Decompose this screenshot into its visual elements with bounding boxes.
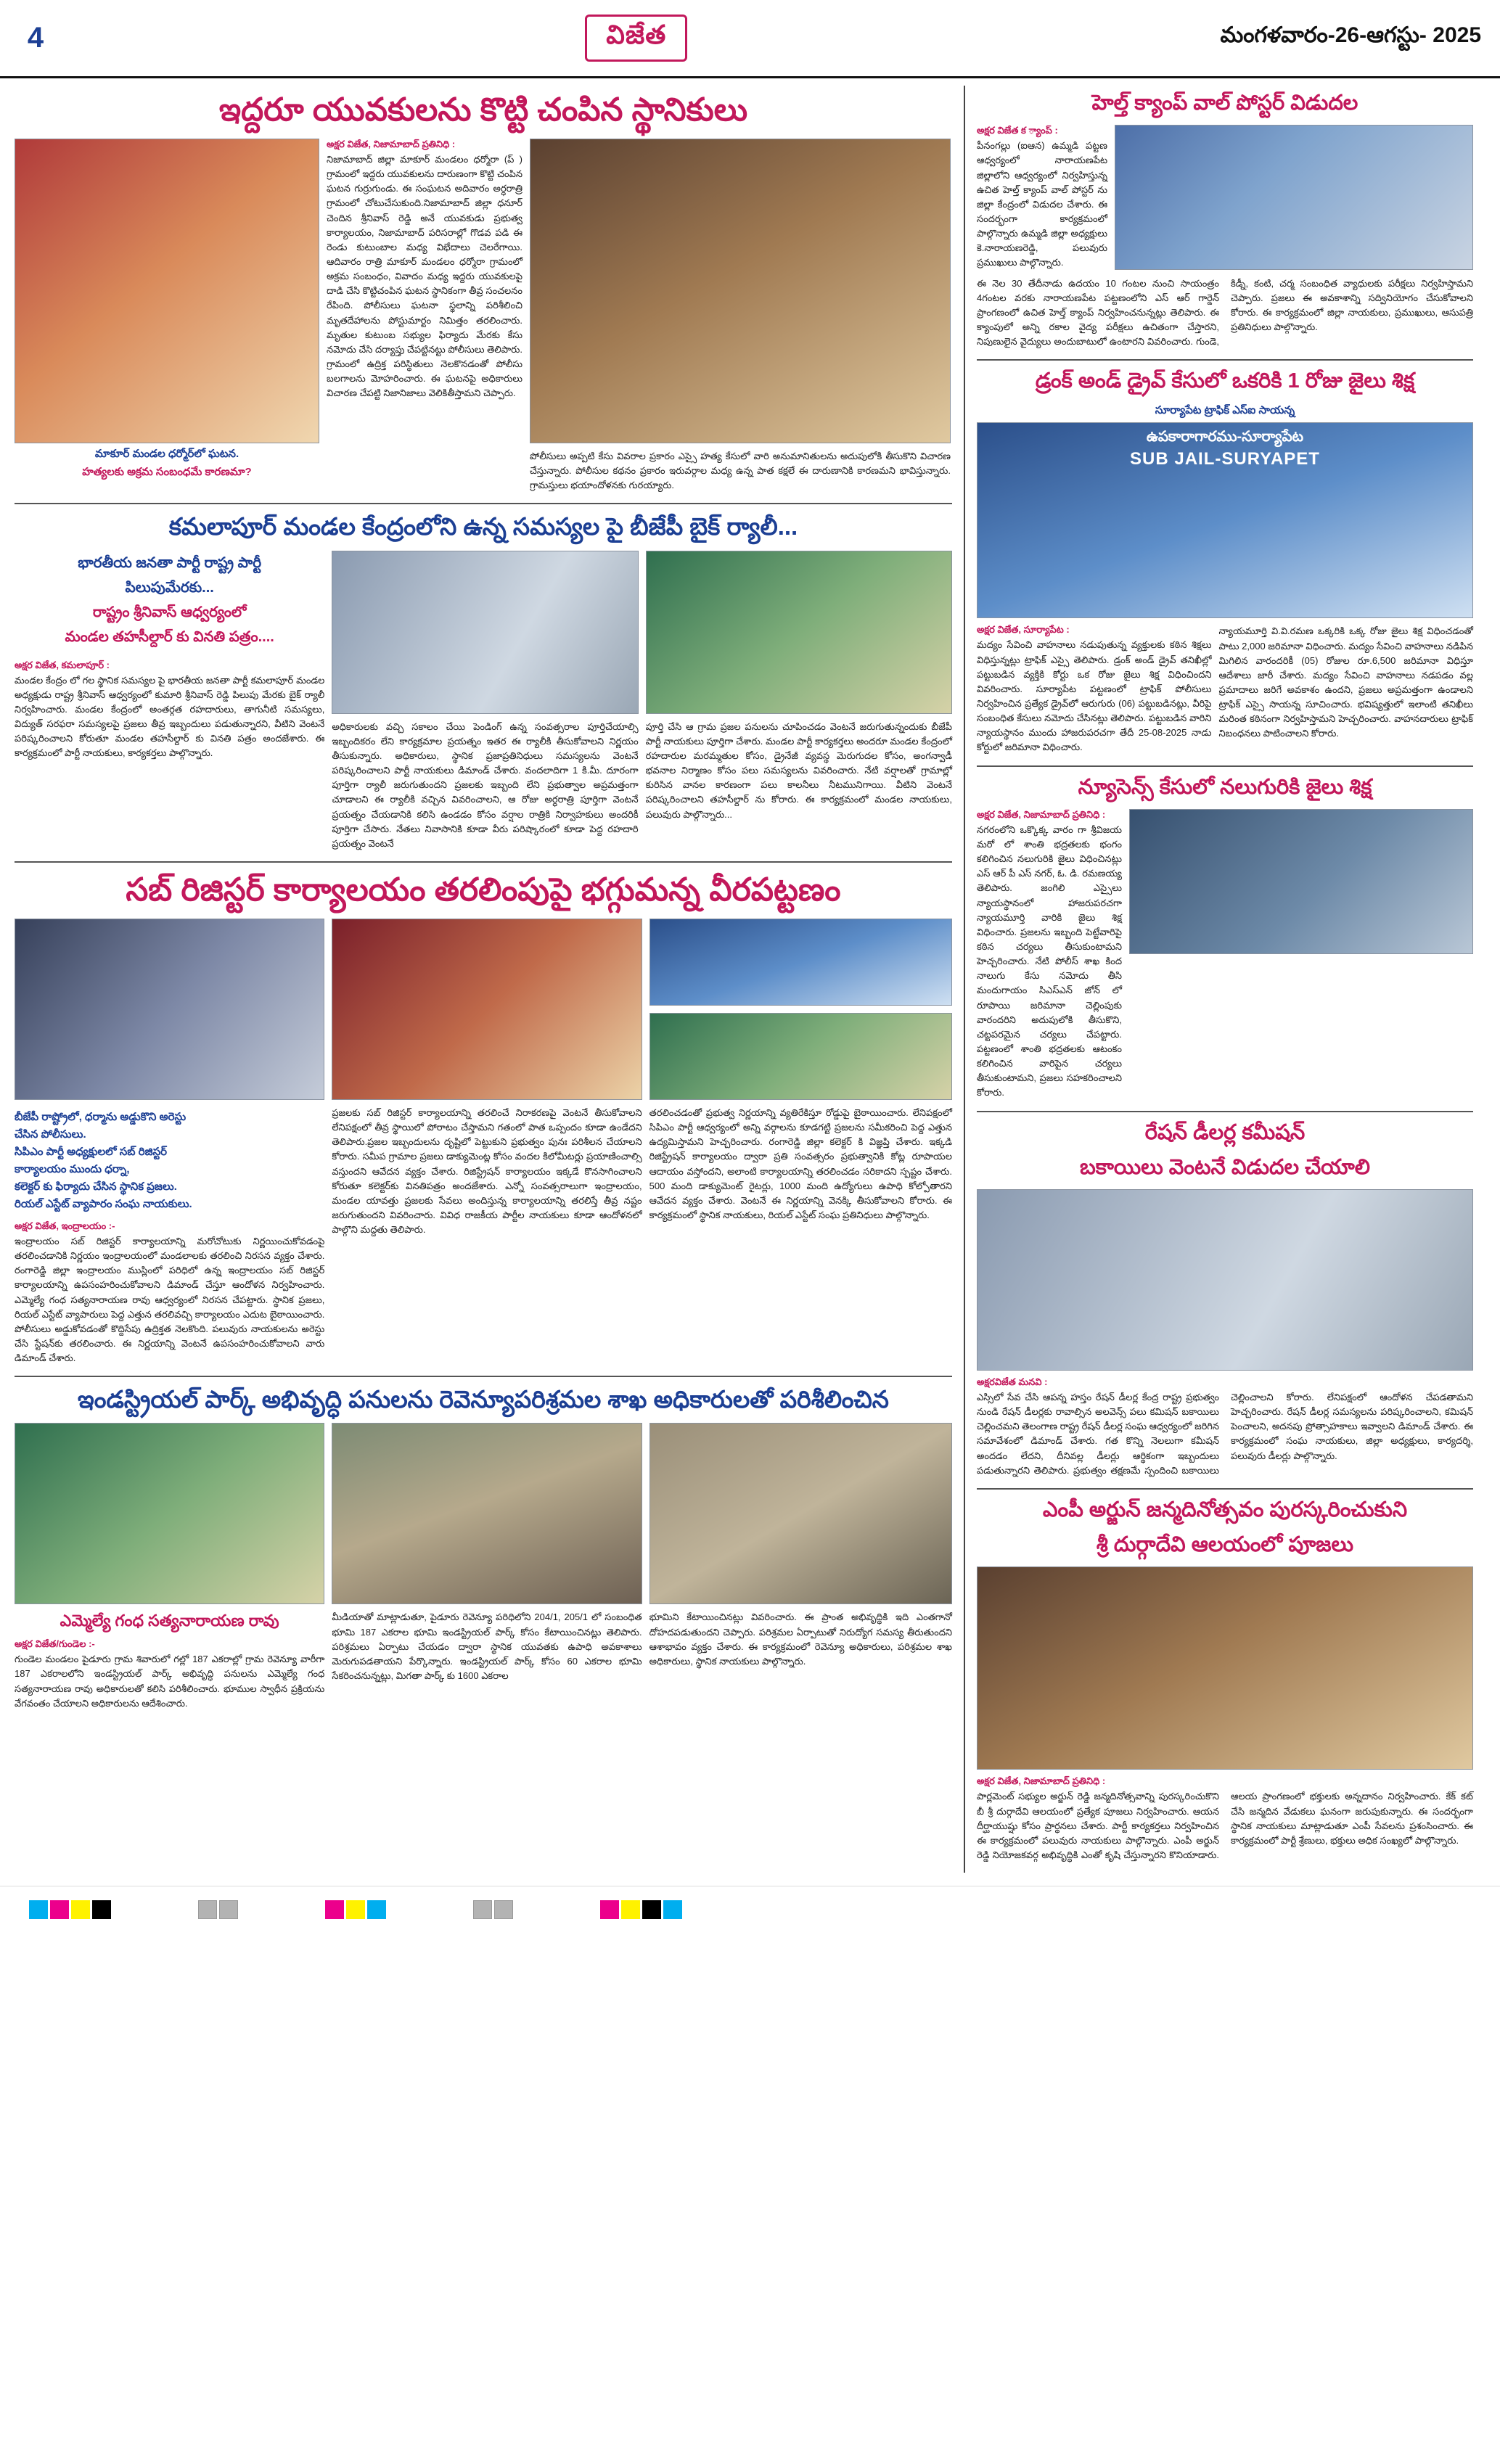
divider-2 xyxy=(15,861,952,863)
registration-mark-4 xyxy=(494,1900,513,1919)
r-divider-4 xyxy=(977,1488,1473,1490)
story-subregistrar-captions xyxy=(15,1109,324,1213)
r-divider-1 xyxy=(977,359,1473,361)
swatch-magenta xyxy=(50,1900,69,1919)
story-nuisance-photo xyxy=(1129,809,1473,954)
story-drunk-drive xyxy=(977,368,1473,755)
story-health-camp-photo xyxy=(1115,125,1473,270)
story-nuisance-byline: అక్షర విజేత, నిజామాబాద్ ప్రతినిధి : xyxy=(977,808,1106,820)
story-bjp-photo-2 xyxy=(646,551,952,714)
story-murder-caption-1: మాకూర్ మండల ధర్మోర్‌లో ఘటన. xyxy=(94,448,239,460)
story-bjp-photo-1 xyxy=(332,551,638,714)
story-bjp-intro-4: మండల తహసీల్దార్ కు వినతి పత్రం.... xyxy=(65,628,274,645)
story-subregistrar-text-3: తరలించడంతో ప్రభుత్వ నిర్ణయాన్ని వ్యతిరేకిస్తూ రోడ్డుపై బైఠాయించారు. లేనిపక్షంలో సిపిఎం పార్టీ ఆధ్వర్యంలో అన్ని వర్గాలను కూడగట్టి ప్రజలను సమీకరించి పెద్ద ఎత్తున ఉద్యమిస్తామని హెచ్చరించారు. రంగారెడ్డి జిల్లా కలెక్టర్ కి విజ్ఞప్తి చేశారు. ఇక్కడి రిజిస్ట్రేషన్ కార్యాలయం ద్వారా ప్రతి సంవత్సరం ప్రభుత్వానికి కోట్ల రూపాయల ఆదాయం వస్తోందని, అలాంటి కార్యాలయాన్ని తరలించడం సరికాదని స్పష్టం చేశారు. 500 మంది డాక్యుమెంట్ రైటర్లు, 1000 మంది ఉద్యోగులు ఉపాధి కోల్పోతారని ఆవేదన వ్యక్తం చేశారు. వెంటనే ఈ నిర్ణయాన్ని వెనక్కి తీసుకోవాలని కోరారు. ఈ కార్యక్రమంలో స్థానిక నాయకులు, రియల్ ఎస్టేట్ సంఘ ప్రతినిధులు పాల్గొన్నారు. xyxy=(649,1106,952,1220)
story-mp-byline: అక్షర విజేత, నిజామాబాద్ ప్రతినిధి : xyxy=(977,1775,1106,1787)
story-subregistrar-photo-1 xyxy=(15,919,324,1100)
story-subregistrar-byline: అక్షర విజేత, ఇంద్రాలయం :- xyxy=(15,1220,115,1231)
registration-mark-2 xyxy=(219,1900,238,1919)
story-bjp-text-2: అధికారులకు వచ్చి సకాలం చేయి పెండింగ్ ఉన్న సంవత్సరాల పూర్తిచేయాల్సి ఇబ్బందికరం లేని కార్యక్రమాల ప్రయత్నం ఇతర ఈ ర్యాలీకి తీసుకోవాలని నిర్ణయం తీసుకున్నారు. అధికారులు, స్థానిక ప్రజాప్రతినిధులు సమస్యలను వెంటనే పరిష్కరించాలని పార్టీ నాయకులు డిమాండ్ చేశారు. వందలాదిగా 1 కి.మీ. దూరంగా పూర్తిగా ర్యాలీ జరుగుతుందని ప్రజలకు ఇబ్బంది లేని ప్రభుత్వాల అప్రమత్తంగా చూడాలని ఈ ర్యాలీకి వచ్చిన వివరించాలని, ఆ రోజు అర్ధరాత్రి పూర్తిగా వెంటనే ప్రయత్నం చేయడానికి కలిసి ఉండడం కోసం వర్షాల రాత్రికి నిర్వాహకులు అందరికీ పూర్తిగా చేసారు. నేతలు నివాసానికి కూడా వీరు పరిష్కారంలో కూడా పెద్ద రహదారి ప్రయత్నం వెంటనే xyxy=(332,720,639,849)
story-subregistrar-photo-2 xyxy=(332,919,642,1100)
story-health-camp-text-bottom: ఈ నెల 30 తేదీనాడు ఉదయం 10 గంటల నుంచి సాయంత్రం 4గంటల వరకు నారాయణపేట పట్టణంలోని ఎస్ ఆర్ గార్డెన్ ప్రాంగణంలో ఉచిత హెల్త్ క్యాంప్ నిర్వహించనున్నట్లు తెలిపారు. ఈ క్యాంపులో అన్ని రకాల వైద్య పరీక్షలు ఉచితంగా చేస్తారని, నిపుణులైన వైద్యులు అందుబాటులో ఉంటారని వివరించారు. గుండె, కిడ్నీ, కంటి, చర్మ సంబంధిత వ్యాధులకు పరీక్షలు నిర్వహిస్తామని చెప్పారు. ప్రజలు ఈ అవకాశాన్ని సద్వినియోగం చేసుకోవాలని కోరారు. ఈ కార్యక్రమంలో జిల్లా నాయకులు, ప్రముఖులు, ఆసుపత్రి ప్రతినిధులు పాల్గొన్నారు. xyxy=(977,277,1473,348)
story-murder-text-2: పోలీసులు అప్పటి కేసు వివరాల ప్రకారం ఎస్సై హత్య కేసులో వారి అనుమానితులను అదుపులోకి తీసుకొని విచారణ చేస్తున్నారు. పోలీసుల కథనం ప్రకారం ఇరువర్గాల మధ్య ఉన్న పాత కక్షలే ఈ దారుణానికి కారణమని భావిస్తున్నారు. గ్రామస్తులు భయాందోళనకు గురయ్యారు. xyxy=(530,451,951,491)
story-industrial-text-2: మీడియాతో మాట్లాడుతూ, పైడూరు రెవెన్యూ పరిధిలోని 204/1, 205/1 లో సంబంధిత భూమి 187 ఎకరాల భూమి ఇండస్ట్రియల్ పార్క్ కోసం కేటాయించినట్లు తెలిపారు. పరిశ్రమలు ఏర్పాటు చేయడం ద్వారా స్థానిక యువతకు ఉపాధి అవకాశాలు మెరుగుపడతాయని పేర్కొన్నారు. ఇండస్ట్రియల్ పార్క్ కోసం 60 ఎకరాల భూమి సేకరించనున్నట్లు, మిగతా పార్క్ కు 1600 ఎకరాల xyxy=(332,1611,642,1682)
swatch-yellow-2 xyxy=(346,1900,365,1919)
caption-line-4: కార్యాలయం ముందు ధర్నా, xyxy=(15,1162,130,1175)
subjail-sign-te: ఉపకారాగారము-సూర్యాపేట xyxy=(1146,429,1304,445)
story-ration-photo xyxy=(977,1189,1473,1371)
divider-1 xyxy=(15,503,952,504)
story-mp-photo xyxy=(977,1566,1473,1770)
story-subregistrar xyxy=(15,870,952,1366)
story-ration-dealers xyxy=(977,1120,1473,1478)
story-industrial-text-1: గుండెల మండలం పైడూరు గ్రామ శివారులో గల్లో 187 ఎకరాల్లో గ్రామ రెవెన్యూ వారీగా 187 ఎకరాలలోని ఇండస్ట్రియల్ పార్క్ అభివృద్ధి పనులను ఎమ్మెల్యే గంధ సత్యనారాయణ రావు అధికారులతో కలిసి పరిశీలించారు. భూముల స్వాధీన ప్రక్రియను వేగవంతం చేయాలని అధికారులను ఆదేశించారు. xyxy=(15,1654,325,1709)
publication-logo: విజేత xyxy=(585,15,687,62)
swatch-yellow-3 xyxy=(621,1900,640,1919)
print-registration-bars xyxy=(0,1886,1500,1932)
story-bjp-intro-3: రాష్ట్రం శ్రీనివాస్ ఆధ్వర్యంలో xyxy=(92,604,247,620)
story-health-camp-byline: అక్షర విజేత క ్యాంప్ : xyxy=(977,125,1058,136)
story-mp-headline-1: ఎంపీ అర్జున్ జన్మదినోత్సవం పురస్కరించుకుని xyxy=(1042,1498,1408,1521)
left-column xyxy=(15,86,965,1873)
story-drunk-drive-text-1: మద్యం సేవించి వాహనాలు నడుపుతున్న వ్యక్తులకు కఠిన శిక్షలు విధిస్తున్నట్లు ట్రాఫిక్ ఎస్సై తెలిపారు. డ్రంక్ అండ్ డ్రైవ్ తనిఖీల్లో పట్టుబడిన వ్యక్తికి కోర్టు ఒక రోజు జైలు శిక్ష విధించిందని వివరించారు. సూర్యాపేట పట్టణంలో ట్రాఫిక్ పోలీసులు నిర్వహించిన ప్రత్యేక డ్రైవ్‌లో ఆరుగురు (06) పట్టుబడినట్లు, వీరిపై సంబంధిత కేసులు నమోదు చేసినట్లు తెలిపారు. పట్టుబడిన వారిని న్యాయస్థానం ముందు హాజరుపరచగా తేదీ 25-08-2025 నాడు కోర్టులో జరిమానా విధించారు. xyxy=(977,639,1212,753)
caption-line-1: బీజేపీ రాష్ట్రోలో, ధర్మాను అడ్డుకొని అరెస్టు xyxy=(15,1110,187,1123)
swatch-group-mid xyxy=(325,1900,386,1919)
story-industrial-photo-label: ఎమ్మెల్యే గంధ సత్యనారాయణ రావు xyxy=(60,1611,279,1630)
swatch-group-left xyxy=(29,1900,111,1919)
swatch-group-gray-1 xyxy=(198,1900,238,1919)
story-bjp-rally-headline: కమలాపూర్ మండల కేంద్రంలోని ఉన్న సమస్యల పై బీజేపీ బైక్ ర్యాలీ... xyxy=(168,513,798,541)
story-ration-headline-2: బకాయిలు వెంటనే విడుదల చేయాలి xyxy=(1079,1155,1371,1179)
swatch-black xyxy=(92,1900,111,1919)
swatch-black-2 xyxy=(642,1900,661,1919)
divider-3 xyxy=(15,1376,952,1377)
swatch-group-right xyxy=(600,1900,682,1919)
story-mp-birthday xyxy=(977,1497,1473,1863)
masthead-date: మంగళవారం-26-ఆగస్టు- 2025 xyxy=(1220,23,1481,47)
caption-line-2: చేసిన పోలీసులు. xyxy=(15,1128,86,1141)
registration-mark-3 xyxy=(473,1900,492,1919)
story-subregistrar-text-1: ఇంద్రాలయం సబ్ రిజిస్టర్ కార్యాలయాన్ని మరోచోటుకు నిర్ణయించుకోవడంపై తరలించడానికి నిర్ణయం ఇంద్రాలయంలో మండలాలకు తరలించి నిరసన వ్యక్తం చేశారు. రంగారెడ్డి జిల్లా ఇంద్రాలయం ముస్లింలో పరిధిలో ఉన్న ఇంద్రాలయం సబ్ రిజిస్టర్ కార్యాలయాన్ని ఉపసంహరించుకోవాలని డిమాండ్ చేస్తూ ఆందోళన నిర్వహించారు. ఎమ్మెల్యే గంధ సత్యనారాయణ రావు ఆధ్వర్యంలో నిరసన చేపట్టారు. స్థానిక ప్రజలు, రియల్ ఎస్టేట్ వ్యాపారులు పెద్ద ఎత్తున తరలివచ్చి కార్యాలయం ఎదుట బైఠాయించారు. పోలీసులు అడ్డుకోవడంతో కొద్దిసేపు ఉద్రిక్తత నెలకొంది. పలువురు నాయకులను అరెస్టు చేసి స్టేషన్‌కు తరలించారు. ఈ నిర్ణయాన్ని వెంటనే ఉపసంహరించుకోవాలని వారు డిమాండ్ చేశారు. xyxy=(15,1235,325,1364)
story-subregistrar-headline: సబ్ రిజిస్టర్ కార్యాలయం తరలింపుపై భగ్గుమన్న వీరపట్టణం xyxy=(126,871,841,908)
r-divider-3 xyxy=(977,1111,1473,1112)
swatch-cyan-2 xyxy=(367,1900,386,1919)
masthead xyxy=(0,0,1500,78)
registration-mark-1 xyxy=(198,1900,217,1919)
story-bjp-intro-1: భారతీయ జనతా పార్టీ రాష్ట్ర పార్టీ xyxy=(78,554,262,571)
story-mp-text: పార్లమెంట్ సభ్యుల అర్జున్ రెడ్డి జన్మదినోత్సవాన్ని పురస్కరించుకొని బీ శ్రీ దుర్గాదేవి ఆలయంలో ప్రత్యేక పూజలు నిర్వహించారు. ఆయన దీర్ఘాయుష్షు కోసం ప్రార్థనలు చేశారు. పార్టీ కార్యకర్తలు నిర్వహించిన ఈ కార్యక్రమంలో పలువురు నాయకులు పాల్గొన్నారు. ఎంపీ అర్జున్ రెడ్డి నియోజకవర్గ అభివృద్ధికి ఎంతో కృషి చేస్తున్నారని కొనియాడారు. ఆలయ ప్రాంగణంలో భక్తులకు అన్నదానం నిర్వహించారు. కేక్ కట్ చేసి జన్మదిన వేడుకలు ఘనంగా జరుపుకున్నారు. ఈ సందర్భంగా స్థానిక నాయకులు మాట్లాడుతూ ఎంపీ సేవలను ప్రశంసించారు. ఈ కార్యక్రమంలో పార్టీ శ్రేణులు, భక్తులు అధిక సంఖ్యలో పాల్గొన్నారు. xyxy=(977,1791,1473,1860)
story-bjp-text-1: మండల కేంద్రం లో గల స్థానిక సమస్యల పై భారతీయ జనతా పార్టీ కమలాపూర్ మండల అధ్యక్షుడు రాష్ట్ర శ్రీనివాస్ ఆధ్వర్యంలో కుమారి శ్రీనివాస్ రెడ్డి పిలుపు మేరకు బైక్ ర్యాలీ నిర్వహించారు. మండల కేంద్రంలో అంతర్గత రహదారులు, తాగునీటి సమస్యలు, విద్యుత్ సరఫరా సమస్యలపై ప్రజలు తీవ్ర ఇబ్బందులు పడుతున్నారని, వీటిని వెంటనే పరిష్కరించాలని కోరుతూ మండల తహసీల్దార్ కు వినతి పత్రం అందజేశారు. ఈ కార్యక్రమంలో పార్టీ నాయకులు, కార్యకర్తలు పాల్గొన్నారు. xyxy=(15,674,325,759)
story-bjp-intro-2: పిలుపుమేరకు... xyxy=(125,579,214,596)
story-murder-byline: అక్షర విజేత, నిజామాబాద్ ప్రతినిధి : xyxy=(327,139,456,149)
story-health-camp-headline: హెల్త్ క్యాంప్ వాల్ పోస్టర్ విడుదల xyxy=(1091,91,1358,115)
story-mp-headline-2: శ్రీ దుర్గాదేవి ఆలయంలో పూజలు xyxy=(1096,1533,1354,1557)
swatch-cyan-3 xyxy=(663,1900,682,1919)
story-industrial-park-headline: ఇండస్ట్రియల్ పార్క్ అభివృద్ధి పనులను రెవెన్యూపరిశ్రమల శాఖ అధికారులతో పరిశీలించిన xyxy=(78,1386,889,1413)
caption-line-6: రియల్ ఎస్టేట్ వ్యాపారం సంఘ నాయకులు. xyxy=(15,1197,192,1210)
swatch-magenta-3 xyxy=(600,1900,619,1919)
story-bjp-text-3: పూర్తి చేసి ఆ గ్రామ ప్రజల పనులను చూపించడం వెంటనే జరుగుతున్నందుకు బీజేపీ పార్టీ నాయకులు పూర్తిగా చేశారు. మండల పార్టీ కార్యకర్తలు అందరూ మండల కేంద్రంలో రహదారుల మరమ్మతుల కోసం, డ్రైనేజీ వ్యవస్థ మెరుగుదల కోసం, అంగన్వాడీ భవనాల నిర్మాణం కోసం పలు సమస్యలను వివరించారు. నేటి వర్షాలతో గ్రామాల్లో కురిసిన వానల కారణంగా పలు కాలనీలు నీటమునిగాయి. వీటిని వెంటనే పరిష్కరించాలని తహసీల్దార్ ను కోరారు. ఈ కార్యక్రమంలో మండల నాయకులు, పలువురు పాల్గొన్నారు... xyxy=(645,720,952,820)
story-murder-text: నిజామాబాద్ జిల్లా మాకూర్ మండలం ధర్మోరా (ప్ ) గ్రామంలో ఇద్దరు యువకులను దారుణంగా కొట్టి చంపిన ఘటన గుర్రుగుండు. ఈ సంఘటన అదివారం అర్ధరాత్రి గ్రామంలో చోటుచేసుకుంది.నిజామాబాద్ జిల్లా ధనూర్ చెందిన శ్రీనివాస్ రెడ్డి అనే యువకుడు ప్రభుత్వ కార్యాలయం, నిజామాబాద్ పరిసరాల్లో గొడవ పడి ఈ రెండు కుటుంబాల మధ్య విభేదాలు చెలరేగాయి. ఆదివారం రాత్రి మాకూర్ మండలం ధర్మోరా గ్రామంలో అక్రమ సంబంధం, వివాదం మధ్య ఇద్దరు యువకులపై దాడి చేసి కొట్టిచంపిన ఘటన స్థానికంగా తీవ్ర సంచలనం రేపింది. పోలీసులు ఘటనా స్థలాన్ని పరిశీలించి మృతదేహాలను పోస్టుమార్టం నిమిత్తం తరలించారు. మృతుల కుటుంబ సభ్యుల ఫిర్యాదు మేరకు కేసు నమోదు చేసి దర్యాప్తు చేపట్టినట్టు పోలీసులు తెలిపారు. గ్రామంలో ఉద్రిక్త పరిస్థితులు నెలకొనడంతో పోలీసు బలగాలను మోహరించారు. ఈ ఘటనపై అధికారులు విచారణ చేపట్టి నిజానిజాలు వెలికితీస్తామని చెప్పారు. xyxy=(327,154,522,399)
page-number: 4 xyxy=(27,22,44,54)
story-industrial-text-3: భూమిని కేటాయించినట్లు వివరించారు. ఈ ప్రాంత అభివృద్ధికి ఇది ఎంతగానో దోహదపడుతుందని చెప్పారు. పరిశ్రమల ఏర్పాటుతో నిరుద్యోగ సమస్య తీరుతుందని ఆశాభావం వ్యక్తం చేశారు. ఈ కార్యక్రమంలో రెవెన్యూ అధికారులు, పరిశ్రమల శాఖ అధికారులు, స్థానిక నాయకులు పాల్గొన్నారు. xyxy=(649,1611,952,1667)
story-drunk-drive-subhead: సూర్యాపేట ట్రాఫిక్ ఎస్ఐ సాయన్న xyxy=(1155,404,1295,417)
swatch-group-gray-2 xyxy=(473,1900,513,1919)
story-subregistrar-photo-3 xyxy=(649,919,952,1006)
story-ration-text: ఎస్సిలో సేవ చేసి ఆపన్న హస్తం రేషన్ డీలర్ల కేంద్ర రాష్ట్ర ప్రభుత్వం నుండి రేషన్ డీలర్లకు రావాల్సిన అలవెన్స్ పలు కమిషన్ బకాయిలు చెల్లించమని తెలంగాణ రాష్ట్ర రేషన్ డీలర్ల సంఘ ఆధ్వర్యంలో జరిగిన సమావేశంలో డిమాండ్ చేశారు. గత కొన్ని నెలలుగా కమీషన్ అందడం లేదని, దీనివల్ల డీలర్లు ఆర్థికంగా ఇబ్బందులు పడుతున్నారని తెలిపారు. ప్రభుత్వం తక్షణమే స్పందించి బకాయిలు చెల్లించాలని కోరారు. లేనిపక్షంలో ఆందోళన చేపడతామని హెచ్చరించారు. రేషన్ డీలర్ల సమస్యలను పరిష్కరించాలని, కమిషన్ పెంచాలని, అదనపు ప్రోత్సాహకాలు ఇవ్వాలని డిమాండ్ చేశారు. ఈ కార్యక్రమంలో సంఘ నాయకులు, జిల్లా అధ్యక్షులు, కార్యదర్శి, పలువురు డీలర్లు పాల్గొన్నారు. xyxy=(977,1392,1473,1476)
story-nuisance-text: నగరంలోని ఒక్కొక్క వారం గా శ్రీవిజయ మరో లో శాంతి భద్రతలకు భంగం కలిగించిన నలుగురికి జైలు విధించినట్లు ఎస్ ఆర్ పీ ఎస్ నగర్, ఓ. డి. రమణయ్య తెలిపారు. జంగిలి ఎస్సైలు న్యాయస్థానంలో హాజరుపరచగా న్యాయమూర్తి వారికి జైలు శిక్ష విధించారు. ప్రజలను ఇబ్బంది పెట్టేవారిపై కఠిన చర్యలు తీసుకుంటామని హెచ్చరించారు. నేటి పోలీస్ శాఖ కింద నాలుగు కేసు నమోదు తీసి మందుగాయం సిఎస్ఎన్ జోన్ లో రూపాయి జరిమానా చెల్లింపుకు వారందరిని అదుపులోకి తీసుకొని, చట్టపరమైన చర్యలు చేపట్టారు. పట్టణంలో శాంతి భద్రతలకు ఆటంకం కలిగించిన వారిపైన చర్యలు తీసుకుంటామని, ప్రజలు సహకరించాలని కోరారు. xyxy=(977,824,1122,1098)
story-industrial-photo-2 xyxy=(332,1423,642,1604)
story-murder xyxy=(15,90,952,493)
story-drunk-drive-headline: డ్రంక్ అండ్ డ్రైవ్ కేసులో ఒకరికి 1 రోజు జైలు శిక్ష xyxy=(1035,369,1415,393)
story-health-camp-text-top: పీనంగల్లు (ఐఆన) ఉమ్మడి పట్టణ ఆధ్వర్యంలో నారాయణపేట జిల్లాలోని ఆధ్వర్యంలో నిర్వహిస్తున్న ఉచిత హెల్త్ క్యాంప్ వాల్ పోస్టర్ ను జిల్లా కేంద్రంలో విడుదల చేశారు. ఈ సందర్భంగా కార్యక్రమంలో పాల్గొన్నారు ఉమ్మడి జిల్లా అధ్యక్షులు కె.నారాయణరెడ్డి, పలువురు ప్రముఖులు పాల్గొన్నారు. xyxy=(977,140,1107,268)
swatch-cyan xyxy=(29,1900,48,1919)
story-industrial-photo-1 xyxy=(15,1423,324,1604)
story-drunk-drive-text-2: న్యాయమూర్తి వి.వి.రమణ ఒక్కరికి ఒక్క రోజు జైలు శిక్ష విధించడంతో పాటు 2,000 జరిమానా విధించారు. మద్యం సేవించి వాహనాలు నడిపిన మిగిలిన వారందరికీ (05) రోజుల రూ.6,500 జరిమానా విధిస్తూ ఆదేశాలు జారీ చేశారు. మద్యం సేవించి వాహనాలు నడపడం వల్ల ప్రమాదాలు జరిగే అవకాశం ఉందని, ప్రజలు అప్రమత్తంగా ఉండాలని ట్రాఫిక్ ఎస్సై సాయన్న సూచించారు. భవిష్యత్తులో ఇలాంటి తనిఖీలు మరింత కఠినంగా నిర్వహిస్తామని హెచ్చరించారు. వాహనదారులు ట్రాఫిక్ నిబంధనలు పాటించాలని కోరారు. xyxy=(1218,625,1473,739)
story-bjp-byline: అక్షర విజేత, కమలాపూర్ : xyxy=(15,659,110,670)
story-industrial-photo-3 xyxy=(649,1423,952,1604)
caption-line-5: కలెక్టర్ కు ఫిర్యాదు చేసిన స్థానిక ప్రజలు. xyxy=(15,1180,177,1193)
story-murder-photo-1 xyxy=(15,139,319,443)
story-industrial-byline: అక్షర విజేత/గుండెల :- xyxy=(15,1638,95,1650)
swatch-magenta-2 xyxy=(325,1900,344,1919)
r-divider-2 xyxy=(977,765,1473,767)
story-ration-byline: అక్షరవిజేత మనవి : xyxy=(977,1376,1048,1388)
caption-line-3: సిపిఎం పార్టీ అధ్యక్షులలో సబ్ రిజిస్టర్ xyxy=(15,1145,168,1158)
subjail-sign-en: SUB JAIL-SURYAPET xyxy=(1130,449,1320,469)
story-subregistrar-photo-4 xyxy=(649,1013,952,1100)
story-nuisance-case xyxy=(977,774,1473,1101)
story-subregistrar-text-2: ప్రజలకు సబ్ రిజిస్టర్ కార్యాలయాన్ని తరలించే నిరాకరణపై వెంటనే తీసుకోవాలని లేనిపక్షంలో తీవ్ర స్థాయిలో పోరాటం చేస్తామని గతంలో పాత ఒప్పందం కూడా ఉండేదని తెలిపారు.ప్రజల ఇబ్బందులను దృష్టిలో పెట్టుకుని ప్రభుత్వం పునః పరిశీలన చేయాలని కోరారు. సమీప గ్రామాల ప్రజలు డాక్యుమెంట్ల కోసం వందల కిలోమీటర్లు ప్రయాణించాల్సి వస్తుందని ఆవేదన వ్యక్తం చేశారు. రిజిస్ట్రేషన్ కార్యాలయం ఇక్కడే కొనసాగించాలని కోరుతూ కలెక్టర్‌కు వినతిపత్రం అందజేశారు. ఎన్నో సంవత్సరాలుగా ఇంద్రాలయం, మండల యావత్తు ప్రజలకు సేవలు అందిస్తున్న కార్యాలయాన్ని తరలిస్తే తీవ్ర నష్టం జరుగుతుందని వివరించారు. వివిధ రాజకీయ పార్టీల నాయకులు కూడా ఆందోళనలో పాల్గొని మద్దతు తెలిపారు. xyxy=(332,1106,642,1236)
swatch-yellow xyxy=(71,1900,90,1919)
story-drunk-drive-byline: అక్షర విజేత, సూర్యాపేట : xyxy=(977,624,1070,636)
story-industrial-park xyxy=(15,1384,952,1711)
story-murder-headline: ఇద్దరూ యువకులను కొట్టి చంపిన స్థానికులు xyxy=(218,92,748,128)
story-murder-caption-2: హత్యలకు అక్రమ సంబంధమే కారణమా? xyxy=(82,466,252,478)
story-health-camp xyxy=(977,90,1473,349)
story-bjp-rally xyxy=(15,512,952,851)
story-ration-headline-1: రేషన్ డీలర్ల కమీషన్ xyxy=(1144,1120,1306,1144)
right-column xyxy=(965,86,1473,1873)
story-nuisance-headline: న్యూసెన్స్ కేసులో నలుగురికి జైలు శిక్ష xyxy=(1078,775,1372,799)
story-murder-photo-2 xyxy=(530,139,951,443)
story-drunk-drive-photo xyxy=(977,422,1473,618)
